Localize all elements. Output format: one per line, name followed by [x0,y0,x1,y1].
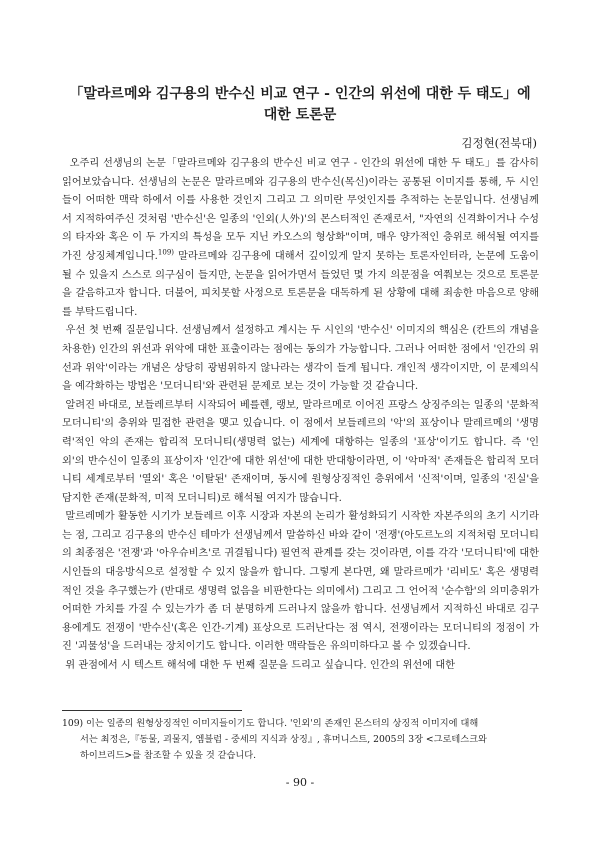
page-number: - 90 - [285,776,315,789]
footnote-divider [62,710,242,711]
author-affiliation: 김정현(전북대) [461,136,537,150]
title-line-1: 「말라르메와 김구용의 반수신 비교 연구 - 인간의 위선에 대한 두 태도」에 [69,86,531,102]
title-line-2: 대한 토론문 [263,107,337,123]
paragraph-1b-text: 말라르메와 김구용에 대해서 깊이있게 알지 못하는 토론자인터라, 논문에 도움이 될 수 있을지 스스로 의구심이 들지만, 논문을 읽어가면서 들었던 몇 가지 의문점을 여쭤보는 것으로 토론문을 갈음하고자 합니다. 더불어, 피치못할 사정으로 토론문을 대독하게 된 상황에 대해 죄송한 마음으로 양해를 부탁드립니다. [62,250,539,318]
footnote-line-3: 하이브리드>를 참조할 수 있을 것 같습니다. [80,750,257,761]
paragraph-2 [62,322,539,396]
footnote [62,716,539,764]
paragraph-1-text: 오주리 선생님의 논문「말라르메와 김구용의 반수신 비교 연구 - 인간의 위선에 대한 두 태도」를 감사히 읽어보았습니다. 선생님의 논문은 말라르메와 김구용의 반수신(목신)이라는 공통된 이미지를 통해, 두 시인들이 어떠한 맥락 하에서 이를 사용한 것인지 그리고 그 의미란 무엇인지를 추적하는 논문입니다. 선생님께서 지적하여주신 것처럼 '반수신'은 일종의 '인외(人外)'의 몬스터적인 존재로서, "자연의 신격화이거나 수성의 타자와 혹은 이 두 가지의 특성을 모두 지닌 카오스의 형상화"이며, 매우 양가적인 층위로 해석될 여지를 가진 상징체계입니다. [62,158,539,262]
paragraph-5-text: 위 관점에서 시 텍스트 해석에 대한 두 번째 질문을 드리고 싶습니다. 인간의 위선에 대한 [65,660,456,672]
paper-title [60,84,540,126]
footnote-line-2: 서는 최정은,『동물, 괴물지, 엠블럼 - 중세의 지식과 상징』, 휴머니스트, 2005의 3장 <그로테스크와 [80,734,487,745]
paragraph-2-text: 우선 첫 번째 질문입니다. 선생님께서 설정하고 계시는 두 시인의 '반수신' 이미지의 핵심은 (칸트의 개념을 차용한) 인간의 위선과 위악에 대한 표출이라는 점에는 동의가 가능합니다. 그러나 어떠한 점에서 '인간의 위선과 위악'이라는 개념은 상당히 광범위하지 않나라는 생각이 들게 됩니다. 개인적 생각이지만, 이 문제의식을 예각화하는 방법은 '모더니티'와 관련된 문제로 보는 것이 가능할 것 같습니다. [62,325,539,393]
footnote-reference[interactable]: 109) [157,248,175,257]
paragraph-5 [62,657,539,676]
footnote-line-1: 이는 일종의 원형상징적인 이미지들이기도 합니다. '인외'의 존재인 몬스터의 상징적 이미지에 대해 [86,718,479,729]
paragraph-1 [62,155,539,322]
footnote-number: 109) [62,718,84,729]
paragraph-3 [62,397,539,509]
paragraph-3-text: 알려진 바대로, 보들레르부터 시작되어 베를렌, 랭보, 말라르메로 이어진 프랑스 상징주의는 일종의 '문화적 모더니티'의 층위와 밀접한 관련을 맺고 있습니다. 이 점에서 보들레르의 '악'의 표상이나 말레르메의 '생명력'적인 악의 존재는 합리적 모더니티(생명력 없는) 세계에 대항하는 일종의 '표상'이기도 합니다. 즉 '인외'의 반수신이 일종의 표상이자 '인간'에 대한 위선'에 대한 반대항이라면, 이 '악마적' 존재들은 합리적 모더니티 세계로부터 '열외' 혹은 '이탈된' 존재이며, 동시에 원형상징적인 층위에서 '신적'이며, 일종의 '진실'을 담지한 존재(문화적, 미적 모더니티)로 해석될 여지가 많습니다. [62,399,539,504]
body-text [62,155,539,676]
paragraph-4-text: 말르레메가 활동한 시기가 보들레르 이후 시장과 자본의 논리가 활성화되기 시작한 자본주의의 초기 시기라는 점, 그리고 김구용의 반수신 테마가 선생님께서 말씀하신 바와 같이 '전쟁'(아도르노의 지적처럼 모더니티의 최종점은 '전쟁'과 '아우슈비츠'로 귀결됩니다) 필연적 관계를 갖는 것이라면, 이를 각각 '모더니티'에 대한 시인들의 대응방식으로 설정할 수 있지 않을까 합니다. 그렇게 본다면, 왜 말라르메가 '리비도' 혹은 생명력적인 것을 추구했는가 (반대로 생명력 없음을 비판한다는 의미에서) 그리고 그 언어적 '순수함'의 의미층위가 어떠한 가치를 가질 수 있는가가 좀 더 분명하게 드러나지 않을까 합니다. 선생님께서 지적하신 바대로 김구용에게도 전쟁이 '반수신'(혹은 인간-기계) 표상으로 드러난다는 점 역시, 전쟁이라는 모더니티의 정점이 가진 '괴물성'을 드러내는 장치이기도 합니다. 이러한 맥락들은 유의미하다고 볼 수 있겠습니다. [62,511,539,653]
paragraph-4 [62,508,539,657]
